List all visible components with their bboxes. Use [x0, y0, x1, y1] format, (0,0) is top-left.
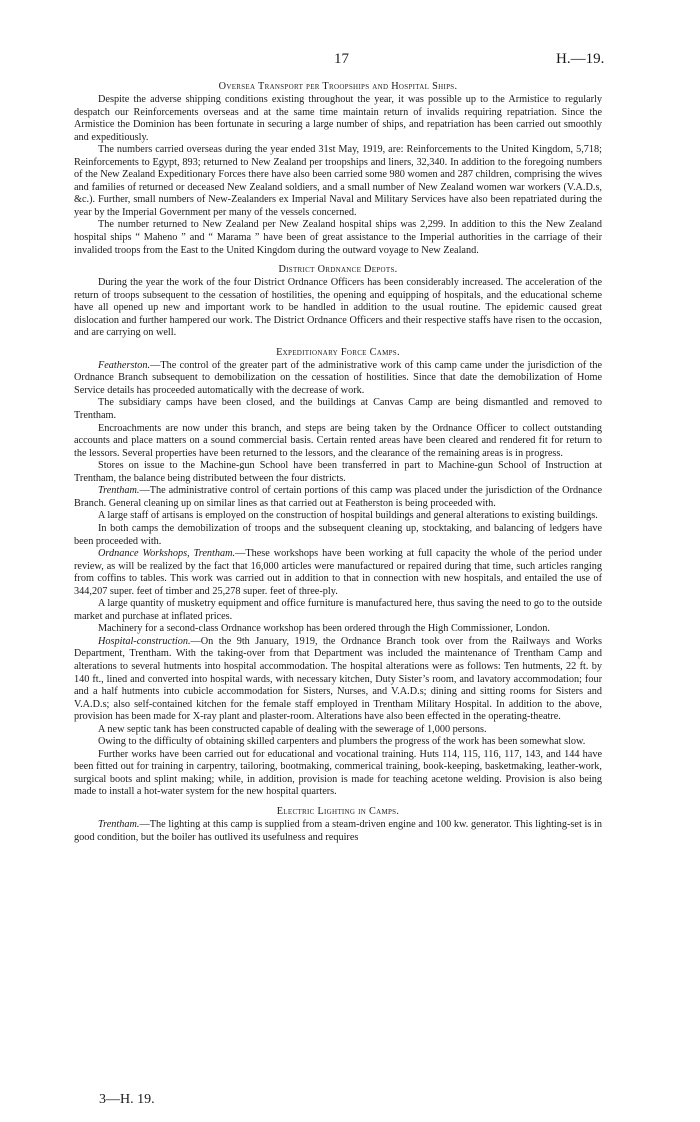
paragraph-text: —The control of the greater part of the administrative work of this camp came under the jurisdiction of the Ordnance Branch subsequent to demobilization on the cessation of hostilities. Since that date the demobilization of Home Service details has proceeded automatically with the decrease of work. [74, 359, 602, 396]
paragraph [74, 548, 602, 598]
paragraph-text: Stores on issue to the Machine-gun School have been transferred in part to Machine-gun School of Instruction at Trentham, the balance being distributed between the four districts. [74, 460, 602, 484]
paragraph-text: Owing to the difficulty of obtaining skilled carpenters and plumbers the progress of the work has been somewhat slow. [98, 736, 586, 748]
paragraph-text: The subsidiary camps have been closed, and the buildings at Canvas Camp are being dismantled and removed to Trentham. [74, 397, 602, 422]
paragraph-lead: Trentham. [98, 485, 140, 497]
paragraph-text: —The lighting at this camp is supplied from a steam-driven engine and 100 kw. generator. This lighting-set is in good condition, but the boiler has outlived its usefulness and requires [74, 818, 602, 843]
page-number: 17 [334, 51, 349, 67]
paragraph-lead: Ordnance Workshops, Trentham. [98, 548, 236, 560]
paragraph [74, 523, 602, 548]
section-heading: Oversea Transport per Troopships and Hospital Ships. [218, 81, 458, 92]
paragraph [74, 485, 602, 510]
paragraph [74, 144, 602, 219]
paragraph-lead: Trentham. [98, 818, 140, 830]
paragraph [74, 94, 602, 144]
paragraph [74, 636, 602, 724]
paragraph-text: The numbers carried overseas during the year ended 31st May, 1919, are: Reinforcements to the United Kingdom, 5,718; Reinforcements to Egypt, 893; returned to New Zealand per troopships and liners, 32,340. In addition to the foregoing numbers of the New Zealand Expeditionary Forces there have also been carried some 980 women and 287 children, comprising the wives and families of returned or deceased New Zealand soldiers, and a small number of New Zealand women war workers (V.A.D.s, &c.). Further, small numbers of New-Zealanders ex Imperial Naval and Military Services have also been repatriated during the year by the Imperial Government per many of the vessels concerned. [74, 144, 602, 218]
paragraph [74, 360, 602, 398]
document-body [74, 80, 602, 844]
paragraph-text: Despite the adverse shipping conditions existing throughout the year, it was possible up to the Armistice to regularly despatch our Reinforcements overseas and at the same time maintain return of invalids requiring repatriation. Since the Armistice the Dominion has been fortunate in securing a large number of ships, and repatriation has been carried out smoothly and expeditiously. [74, 94, 602, 143]
document-section [74, 263, 602, 340]
paragraph [74, 460, 602, 485]
page-header [0, 51, 700, 71]
section-heading: District Ordnance Depots. [278, 264, 398, 276]
paragraph-text: Encroachments are now under this branch, and steps are being taken by the Ordnance Officer to collect outstanding accounts and place matters on a sound commercial basis. Certain rented areas have been cleared and rendered fit for return to the lessors. Several properties have been returned to the lessors, and the clearance of the remaining areas is in progress. [74, 422, 602, 459]
document-section [74, 80, 602, 257]
paragraph-text: A new septic tank has been constructed capable of dealing with the sewerage of 1,000 persons. [98, 723, 487, 735]
paragraph [74, 749, 602, 799]
section-heading: Expeditionary Force Camps. [276, 346, 400, 358]
paragraph [74, 219, 602, 257]
paragraph-text: Further works have been carried out for educational and vocational training. Huts 114, 115, 116, 117, 143, and 144 have been fitted out for training in carpentry, tailoring, bootmaking, commerical training, book-keeping, basketmaking, leather-work, surgical boots and splint making; while, in addition, provision is made for teaching acetone welding. Provision is also being made to install a hot-water system for the new hospital quarters. [74, 748, 602, 798]
paragraph [74, 724, 602, 737]
paragraph-text: The number returned to New Zealand per New Zealand hospital ships was 2,299. In addition to this the New Zealand hospital ships “ Maheno ” and “ Marama ” have been of great assistance to the Imperial authorities in the carriage of their invalided troops from the East to the United Kingdom during the outward voyage to New Zealand. [74, 219, 602, 256]
paragraph [74, 510, 602, 523]
paragraph-text: During the year the work of the four District Ordnance Officers has been considerably increased. The acceleration of the return of troops subsequent to the cessation of hostilities, the opening and equipping of hospitals, and the educational scheme have all opened up new and important work to be handled in addition to the usual routine. The epidemic caused great dislocation and further hampered our work. The District Ordnance Officers and their respective staffs have risen to the occasion, and are carrying on well. [74, 277, 602, 339]
paragraph-text: In both camps the demobilization of troops and the subsequent cleaning up, stocktaking, and balancing of ledgers have been proceeded with. [74, 522, 602, 547]
document-section [74, 346, 602, 799]
paragraph-text: A large staff of artisans is employed on the construction of hospital buildings and general alterations to existing buildings. [98, 510, 598, 522]
paragraph [74, 598, 602, 623]
paragraph [74, 819, 602, 844]
paragraph-text: —On the 9th January, 1919, the Ordnance Branch took over from the Railways and Works Department, Trentham. With the taking-over from that Department was included the maintenance of Trentham Camp and alterations to several hutments into hospital accommodation. The hospital alterations were as follows: Ten hutments, 22 ft. by 140 ft., lined and converted into hospital wards, with necessary kitchen, Duty Sister’s room, and lavatory accommodation; four and a half hutments into cubicle accommodation for Sisters, Nurses, and V.A.D.s; dining and sitting rooms for Sisters and V.A.D.s; also self-contained kitchen for the female staff employed in Trentham Military Hospital. In addition to the above, provision has been made for X-ray plant and plaster-room. Alterations have also been effected in the operating-theatre. [74, 635, 602, 723]
paragraph-text: Machinery for a second-class Ordnance workshop has been ordered through the High Commissioner, London. [98, 623, 550, 635]
paragraph [74, 397, 602, 422]
document-reference: H.—19. [556, 51, 605, 67]
paragraph-text: —These workshops have been working at full capacity the whole of the period under review, as will be realized by the fact that 16,000 articles were manufactured or repaired during that time, such articles ranging from coffins to tables. This work was carried out in addition to that in connection with new hospitals, and entailed the use of 344,207 super. feet of timber and 25,278 super. feet of three-ply. [74, 548, 602, 597]
paragraph [74, 623, 602, 636]
sheet-signature: 3—H. 19. [99, 1092, 155, 1107]
paragraph-lead: Hospital-construction. [98, 635, 191, 647]
paragraph-text: A large quantity of musketry equipment and office furniture is manufactured here, thus saving the need to go to the outside market and purchase at inflated prices. [74, 598, 602, 622]
paragraph [74, 736, 602, 749]
document-section [74, 805, 602, 844]
paragraph-lead: Featherston. [98, 359, 151, 371]
paragraph [74, 277, 602, 340]
paragraph [74, 423, 602, 461]
paragraph-text: —The administrative control of certain portions of this camp was placed under the jurisdiction of the Ordnance Branch. General cleaning up on similar lines as that carried out at Featherston is being proceeded with. [74, 485, 602, 509]
section-heading: Electric Lighting in Camps. [276, 805, 400, 817]
